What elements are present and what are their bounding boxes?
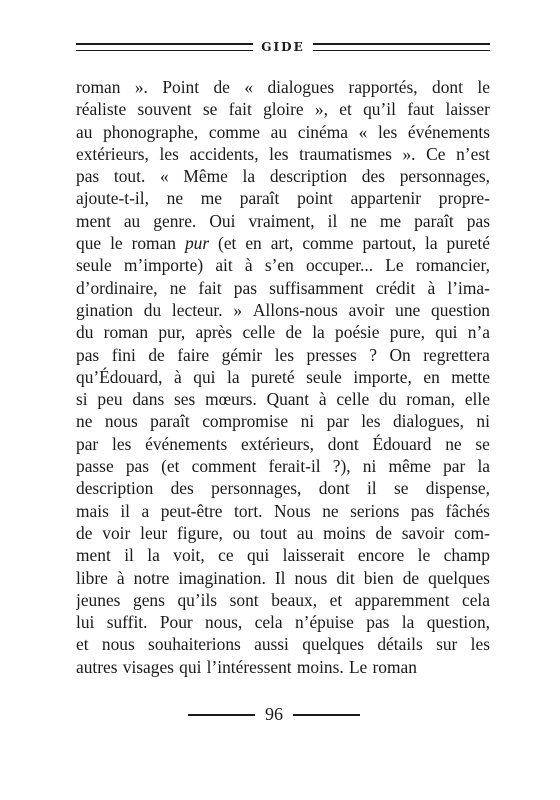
header-rule-left [76,43,253,51]
text-line: si peu dans ses mœurs. Quant à celle du roman, elle [76,389,490,410]
text-line: d’ordinaire, ne fait pas suffisamment crédit à l’ima- [76,277,490,298]
text-line: ment au genre. Oui vraiment, il ne me paraît pas [76,210,490,231]
text-line: jeunes gens qu’ils sont beaux, et apparemment cela [76,589,490,610]
text-line: extérieurs, les accidents, les traumatismes ». Ce n’est [76,143,490,164]
text-line: libre à notre imagination. Il nous dit bien de quelques [76,567,490,588]
text-line: réaliste souvent se fait gloire », et qu’il faut laisser [76,99,490,120]
text-line: qu’Édouard, à qui la pureté seule importe, en mette [76,366,490,387]
text-line: au phonographe, comme au cinéma « les événements [76,121,490,142]
page-number: 96 [265,704,283,724]
text-line: autres visages qui l’intéressent moins. Le roman [76,656,417,677]
text-line: passe pas (et comment ferait-il ?), ni même par la [76,456,490,477]
text-line: seule m’importe) ait à s’en occuper... Le romancier, [76,255,490,276]
page-footer [188,704,360,725]
text-line: que le roman pur (et en art, comme partout, la pureté [76,233,490,254]
text-line: pas tout. « Même la description des personnages, [76,166,490,187]
body-text [76,76,490,678]
running-header-title: GIDE [261,40,305,54]
text-line: ajoute-t-il, ne me paraît point appartenir propre- [76,188,490,209]
text-line: lui suffit. Pour nous, cela n’épuise pas la question, [76,612,490,633]
text-line: description des personnages, dont il se dispense, [76,478,490,499]
header-rule-right [313,43,490,51]
text-line: ment il la voit, ce qui laisserait encore le champ [76,545,490,566]
footer-rule-left [188,714,255,716]
text-line: roman ». Point de « dialogues rapportés, dont le [76,77,490,97]
running-header [76,40,490,54]
footer-rule-right [293,714,360,716]
text-line: ne nous paraît compromise ni par les dialogues, ni [76,411,490,432]
text-line: du roman pur, après celle de la poésie pure, qui n’a [76,322,490,343]
text-line: de voir leur figure, ou tout au moins de savoir com- [76,522,490,543]
text-line: par les événements extérieurs, dont Édouard ne se [76,433,490,454]
text-line: gination du lecteur. » Allons-nous avoir une question [76,299,490,320]
text-line: et nous souhaiterions aussi quelques détails sur les [76,634,490,655]
text-line: pas fini de faire gémir les presses ? On regrettera [76,344,490,365]
text-line: mais il a peut-être tort. Nous ne serions pas fâchés [76,500,490,521]
